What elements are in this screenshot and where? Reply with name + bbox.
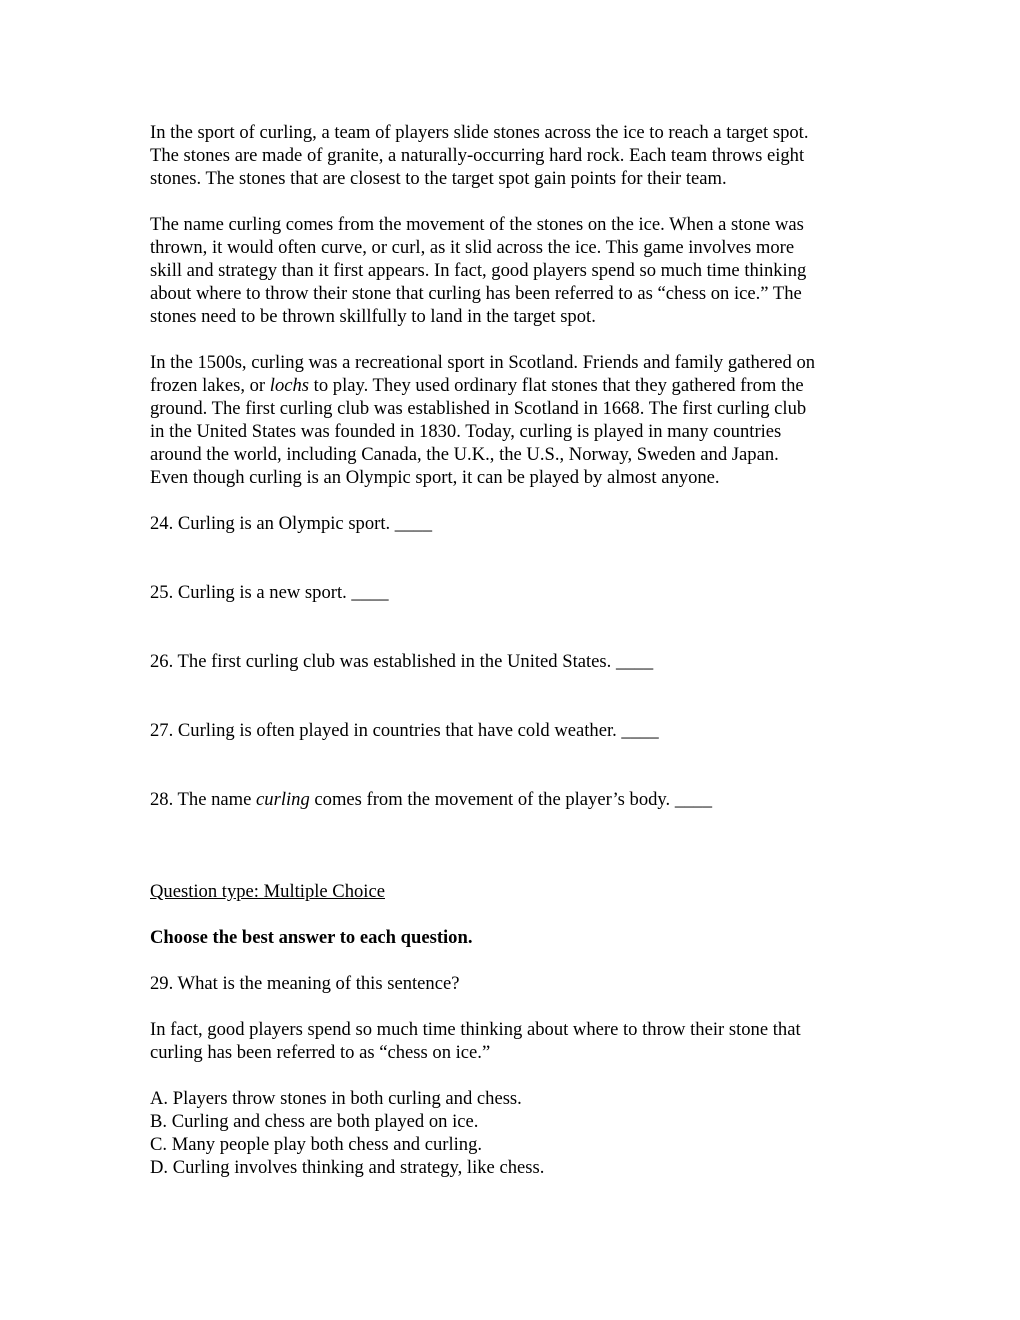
passage-text: to play. They used ordinary flat stones that they gathered from the [309, 375, 804, 396]
passage-paragraph-2 [150, 213, 880, 328]
question-25: 25. Curling is a new sport. ____ [150, 582, 389, 603]
answer-space [150, 604, 880, 650]
option-a: A. Players throw stones in both curling and chess. [150, 1088, 522, 1109]
question-29: 29. What is the meaning of this sentence? [150, 973, 460, 994]
section-heading: Question type: Multiple Choice [150, 881, 385, 902]
section-spacer [150, 811, 880, 880]
question-26: 26. The first curling club was established in the United States. ____ [150, 651, 654, 672]
passage-paragraph-3 [150, 351, 880, 489]
lochs-italic-term: lochs [269, 375, 310, 396]
passage-line: Even though curling is an Olympic sport, it can be played by almost anyone. [150, 467, 720, 488]
passage-line: The name curling comes from the movement of the stones on the ice. When a stone was [150, 214, 804, 235]
question-text: comes from the movement of the player’s body. ____ [309, 789, 713, 810]
passage-line: around the world, including Canada, the U.K., the U.S., Norway, Sweden and Japan. [150, 444, 779, 465]
passage-line: In the 1500s, curling was a recreational sport in Scotland. Friends and family gathered on [150, 352, 816, 373]
passage-line: thrown, it would often curve, or curl, as it slid across the ice. This game involves more [150, 237, 795, 258]
passage-line: about where to throw their stone that curling has been referred to as “chess on ice.” The [150, 283, 802, 304]
passage-text: frozen lakes, or [150, 375, 270, 396]
question-text: 28. The name [150, 789, 257, 810]
passage-line: stones. The stones that are closest to the target spot gain points for their team. [150, 168, 727, 189]
question-24: 24. Curling is an Olympic sport. ____ [150, 513, 432, 534]
option-d: D. Curling involves thinking and strategy, like chess. [150, 1157, 545, 1178]
section-instruction: Choose the best answer to each question. [150, 927, 473, 948]
worksheet-page [150, 121, 880, 1179]
answer-options [150, 1087, 880, 1179]
passage-line: skill and strategy than it first appears. In fact, good players spend so much time thinking [150, 260, 807, 281]
question-27: 27. Curling is often played in countries that have cold weather. ____ [150, 720, 659, 741]
quoted-sentence [150, 1018, 880, 1064]
answer-space [150, 673, 880, 719]
passage-line: in the United States was founded in 1830. Today, curling is played in many countries [150, 421, 782, 442]
curling-italic-term: curling [256, 789, 310, 810]
passage-line: stones need to be thrown skillfully to land in the target spot. [150, 306, 596, 327]
passage-line: ground. The first curling club was established in Scotland in 1668. The first curling club [150, 398, 807, 419]
passage-paragraph-1 [150, 121, 880, 190]
option-c: C. Many people play both chess and curling. [150, 1134, 483, 1155]
passage-line: The stones are made of granite, a naturally-occurring hard rock. Each team throws eight [150, 145, 805, 166]
question-28 [150, 788, 880, 811]
passage-line: In the sport of curling, a team of players slide stones across the ice to reach a target spot. [150, 122, 809, 143]
quote-line: curling has been referred to as “chess on ice.” [150, 1042, 491, 1063]
passage-line [150, 374, 880, 397]
answer-space [150, 535, 880, 581]
option-b: B. Curling and chess are both played on ice. [150, 1111, 479, 1132]
quote-line: In fact, good players spend so much time thinking about where to throw their stone that [150, 1019, 801, 1040]
answer-space [150, 742, 880, 788]
